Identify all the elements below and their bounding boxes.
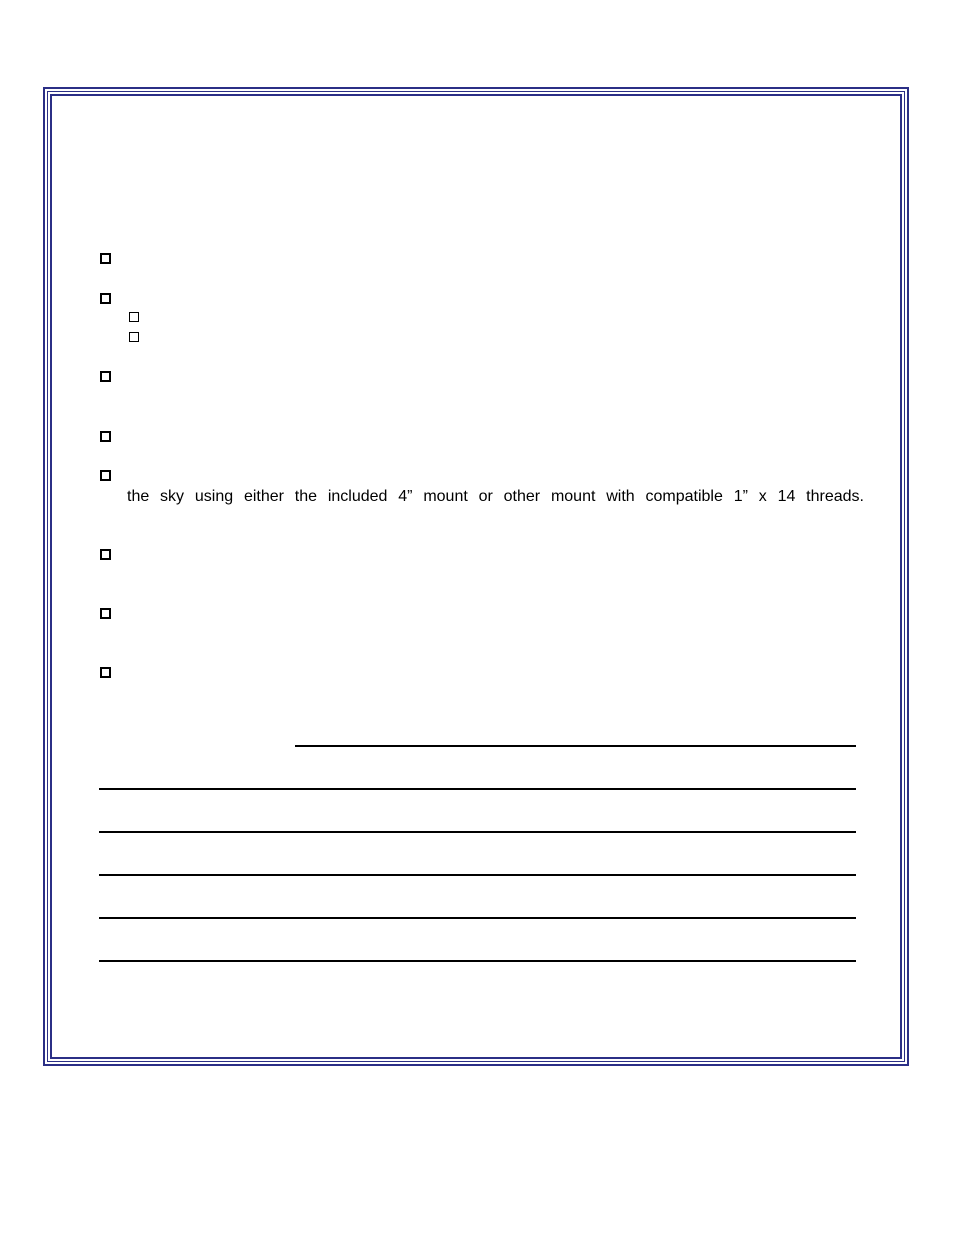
page-border-inner: [50, 94, 902, 1059]
write-in-line[interactable]: [99, 831, 856, 833]
write-in-line[interactable]: [295, 745, 856, 747]
checkbox[interactable]: [100, 549, 111, 560]
checkbox[interactable]: [100, 470, 111, 481]
sub-checkbox[interactable]: [129, 312, 139, 322]
write-in-line[interactable]: [99, 960, 856, 962]
checklist-item-continuation: the sky using either the included 4” mount or other mount with compatible 1” x 14 threads.: [127, 488, 864, 505]
checkbox[interactable]: [100, 371, 111, 382]
write-in-line[interactable]: [99, 874, 856, 876]
write-in-line[interactable]: [99, 917, 856, 919]
write-in-line[interactable]: [99, 788, 856, 790]
checkbox[interactable]: [100, 253, 111, 264]
checkbox[interactable]: [100, 431, 111, 442]
checkbox[interactable]: [100, 293, 111, 304]
sub-checkbox[interactable]: [129, 332, 139, 342]
checkbox[interactable]: [100, 667, 111, 678]
checkbox[interactable]: [100, 608, 111, 619]
